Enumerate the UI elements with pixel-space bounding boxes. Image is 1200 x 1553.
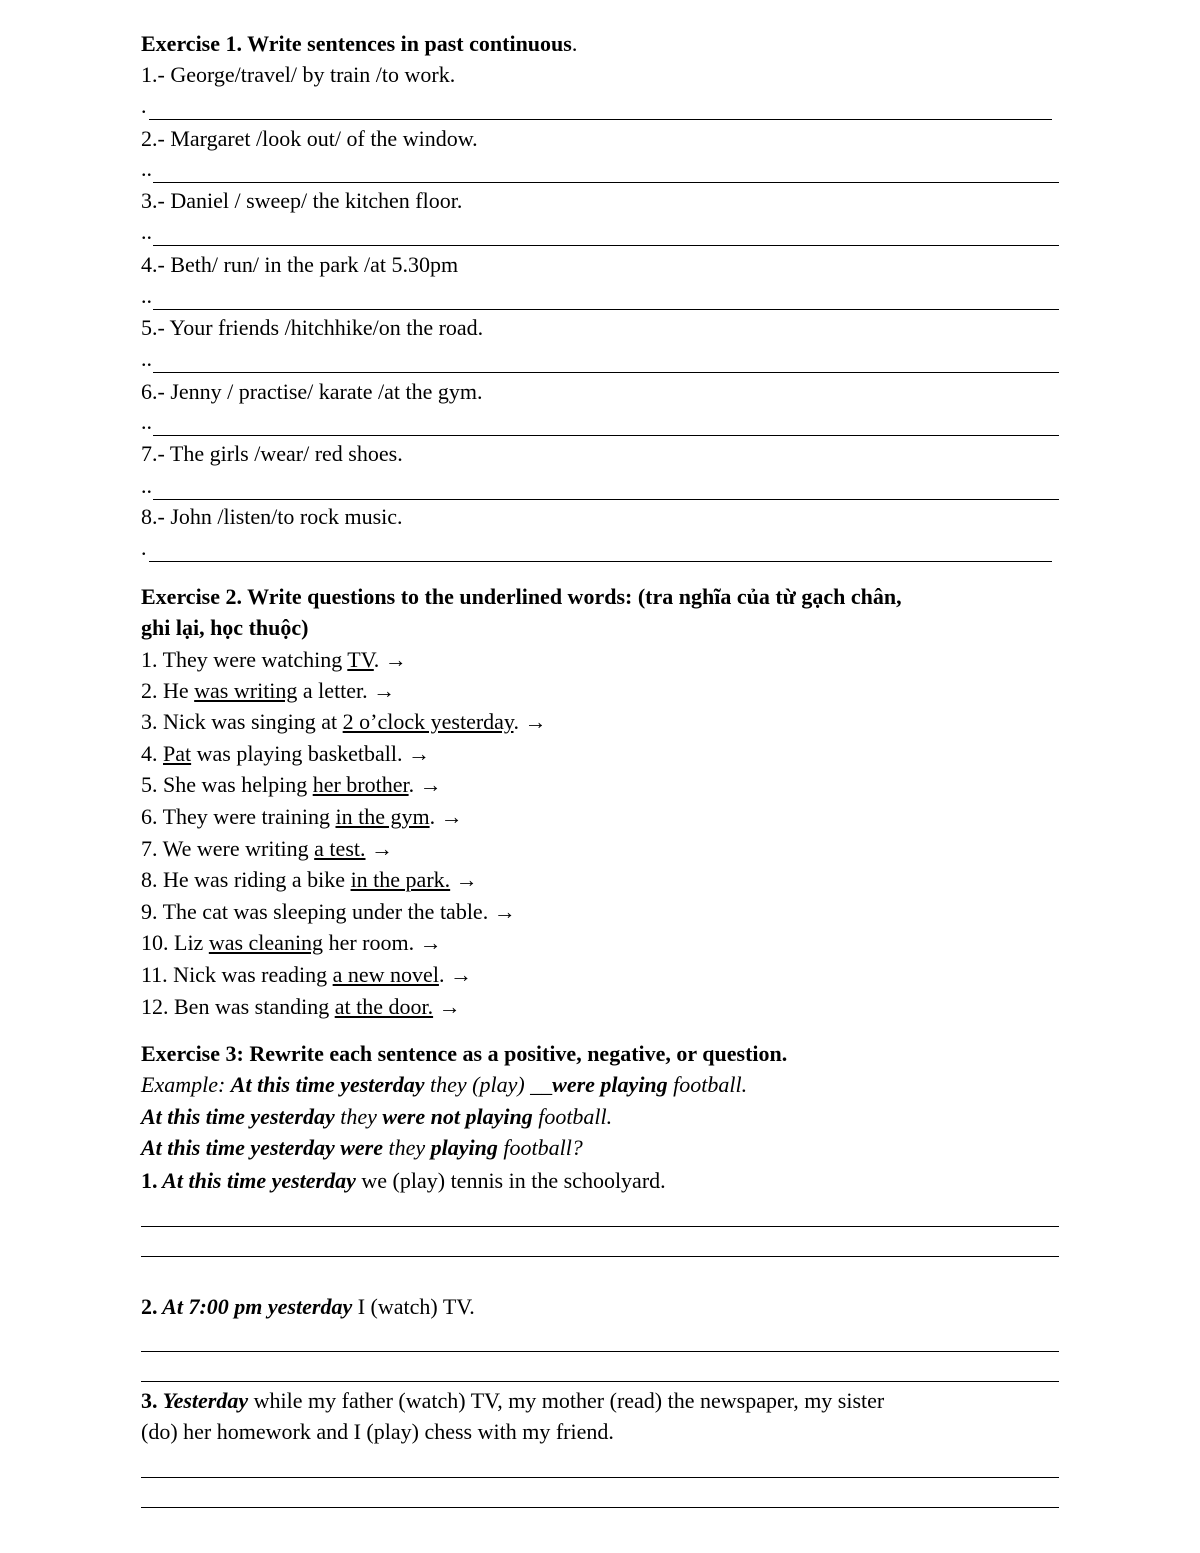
- item-text: 9. The cat was sleeping under the table. →: [141, 899, 516, 924]
- underlined-words: her brother: [312, 772, 409, 797]
- ex2-item-11: [141, 962, 472, 988]
- example-text: they (play) __: [424, 1072, 553, 1097]
- answer-rule: [153, 309, 1059, 310]
- ex1-answer-line-2[interactable]: [141, 156, 1059, 184]
- ex1-answer-line-7[interactable]: [141, 473, 1059, 501]
- item-text-end: →: [450, 867, 478, 892]
- ex1-answer-dots: .: [141, 93, 147, 118]
- ex3-question-3-line-2: (do) her homework and I (play) chess with my friend.: [141, 1419, 614, 1444]
- ex3-answer-line-3b[interactable]: [141, 1507, 1059, 1508]
- item-text-end: . →: [438, 962, 472, 987]
- answer-rule: [153, 435, 1059, 436]
- item-text: 5. She was helping: [141, 772, 313, 797]
- ex1-answer-line-3[interactable]: [141, 219, 1059, 247]
- exercise-1-title-text: Exercise 1. Write sentences in past continuous: [141, 31, 572, 56]
- question-number: 2.: [141, 1294, 158, 1319]
- example-sentence: [141, 1072, 747, 1098]
- underlined-words: was writing: [194, 678, 298, 703]
- ex2-item-5: [141, 772, 442, 798]
- underlined-words: TV: [347, 647, 374, 672]
- ex1-answer-dots: ..: [141, 219, 152, 244]
- ex1-item-1: 1.- George/travel/ by train /to work.: [141, 62, 456, 87]
- underlined-words: a test.: [314, 836, 366, 861]
- item-text: 7. We were writing: [141, 836, 315, 861]
- ex1-answer-line-6[interactable]: [141, 409, 1059, 437]
- ex1-item-6: 6.- Jenny / practise/ karate /at the gym.: [141, 379, 483, 404]
- ex2-item-1: [141, 647, 407, 673]
- answer-rule: [153, 499, 1059, 500]
- item-text: 2. He: [141, 678, 195, 703]
- question-text: I (watch) TV.: [352, 1294, 475, 1319]
- ex2-item-8: [141, 867, 478, 893]
- ex3-question-2: [141, 1294, 475, 1320]
- negative-verb: were not playing: [382, 1104, 533, 1129]
- ex1-item-5: 5.- Your friends /hitchhike/on the road.: [141, 315, 484, 340]
- answer-rule: [153, 372, 1059, 373]
- question-number: 3.: [141, 1388, 158, 1413]
- example-question: [141, 1135, 583, 1161]
- ex2-item-7: [141, 836, 393, 862]
- ex1-answer-line-4[interactable]: [141, 283, 1059, 311]
- ex1-item-4: 4.- Beth/ run/ in the park /at 5.30pm: [141, 252, 459, 277]
- ex1-answer-dots: ..: [141, 409, 152, 434]
- item-text: 10. Liz: [141, 930, 209, 955]
- underlined-words: at the door.: [334, 994, 434, 1019]
- ex3-answer-line-2a[interactable]: [141, 1351, 1059, 1352]
- ex3-answer-line-1b[interactable]: [141, 1256, 1059, 1257]
- exercise-1-title: [141, 31, 577, 57]
- ex2-item-6: [141, 804, 463, 830]
- exercise-1-title-period: .: [571, 31, 578, 56]
- question-text: while my father (watch) TV, my mother (read) the newspaper, my sister: [248, 1388, 885, 1413]
- underlined-words: 2 o’clock yesterday: [342, 709, 514, 734]
- time-phrase: At this time yesterday: [230, 1072, 425, 1097]
- underlined-words: a new novel: [332, 962, 439, 987]
- ex2-item-4: [141, 741, 430, 767]
- example-answer: were playing: [552, 1072, 668, 1097]
- example-text: they: [382, 1135, 431, 1160]
- example-text: they: [334, 1104, 383, 1129]
- ex2-item-3: [141, 709, 547, 735]
- item-text: 4.: [141, 741, 163, 766]
- ex1-item-8: 8.- John /listen/to rock music.: [141, 504, 403, 529]
- item-text-end: . →: [513, 709, 547, 734]
- ex1-item-3: 3.- Daniel / sweep/ the kitchen floor.: [141, 188, 463, 213]
- item-text-end: →: [365, 836, 393, 861]
- time-phrase: At this time yesterday: [141, 1104, 335, 1129]
- underlined-words: Pat: [163, 741, 192, 766]
- exercise-3-title: Exercise 3: Rewrite each sentence as a positive, negative, or question.: [141, 1041, 788, 1066]
- item-text: 11. Nick was reading: [141, 962, 333, 987]
- ex3-answer-line-3a[interactable]: [141, 1477, 1059, 1478]
- answer-rule: [153, 182, 1059, 183]
- ex2-item-10: [141, 930, 442, 956]
- item-text-end: a letter. →: [297, 678, 396, 703]
- ex3-answer-line-1a[interactable]: [141, 1226, 1059, 1227]
- ex2-item-2: [141, 678, 395, 704]
- ex1-answer-line-8[interactable]: [141, 535, 1052, 563]
- answer-rule: [149, 119, 1052, 120]
- time-phrase: At 7:00 pm yesterday: [157, 1294, 353, 1319]
- answer-rule: [149, 561, 1052, 562]
- exercise-2-title-line-2: ghi lại, học thuộc): [141, 615, 309, 640]
- item-text-end: was playing basketball. →: [191, 741, 431, 766]
- ex1-answer-dots: .: [141, 535, 147, 560]
- item-text-end: her room. →: [323, 930, 442, 955]
- item-text-end: →: [433, 994, 461, 1019]
- ex2-item-9: [141, 899, 516, 925]
- underlined-words: was cleaning: [208, 930, 324, 955]
- example-text-end: football.: [667, 1072, 748, 1097]
- item-text: 8. He was riding a bike: [141, 867, 351, 892]
- time-phrase: At this time yesterday: [141, 1135, 335, 1160]
- ex3-question-3: [141, 1388, 884, 1414]
- question-number: 1.: [141, 1168, 158, 1193]
- example-text-end: football?: [497, 1135, 583, 1160]
- exercise-2-title-line-1: Exercise 2. Write questions to the underlined words: (tra nghĩa của từ gạch chân,: [141, 584, 902, 609]
- item-text-end: . →: [373, 647, 407, 672]
- ex1-answer-dots: ..: [141, 473, 152, 498]
- example-label: Example:: [141, 1072, 231, 1097]
- example-text-end: football.: [532, 1104, 613, 1129]
- ex3-answer-line-2b[interactable]: [141, 1381, 1059, 1382]
- underlined-words: in the gym: [335, 804, 430, 829]
- ex1-item-7: 7.- The girls /wear/ red shoes.: [141, 441, 403, 466]
- time-phrase: At this time yesterday: [157, 1168, 356, 1193]
- answer-rule: [153, 245, 1059, 246]
- question-verb: playing: [430, 1135, 498, 1160]
- ex3-question-1: [141, 1168, 666, 1194]
- ex1-answer-dots: ..: [141, 346, 152, 371]
- item-text: 12. Ben was standing: [141, 994, 335, 1019]
- question-text: we (play) tennis in the schoolyard.: [355, 1168, 666, 1193]
- item-text-end: . →: [429, 804, 463, 829]
- example-negative: [141, 1104, 612, 1130]
- item-text-end: . →: [408, 772, 442, 797]
- ex1-answer-dots: ..: [141, 156, 152, 181]
- underlined-words: in the park.: [350, 867, 451, 892]
- ex1-answer-line-5[interactable]: [141, 346, 1059, 374]
- ex1-answer-line-1[interactable]: [141, 93, 1052, 121]
- ex1-answer-dots: ..: [141, 283, 152, 308]
- item-text: 6. They were training: [141, 804, 336, 829]
- time-phrase: Yesterday: [157, 1388, 249, 1413]
- item-text: 1. They were watching: [141, 647, 348, 672]
- ex1-item-2: 2.- Margaret /look out/ of the window.: [141, 126, 478, 151]
- question-aux: were: [334, 1135, 383, 1160]
- ex2-item-12: [141, 994, 461, 1020]
- item-text: 3. Nick was singing at: [141, 709, 343, 734]
